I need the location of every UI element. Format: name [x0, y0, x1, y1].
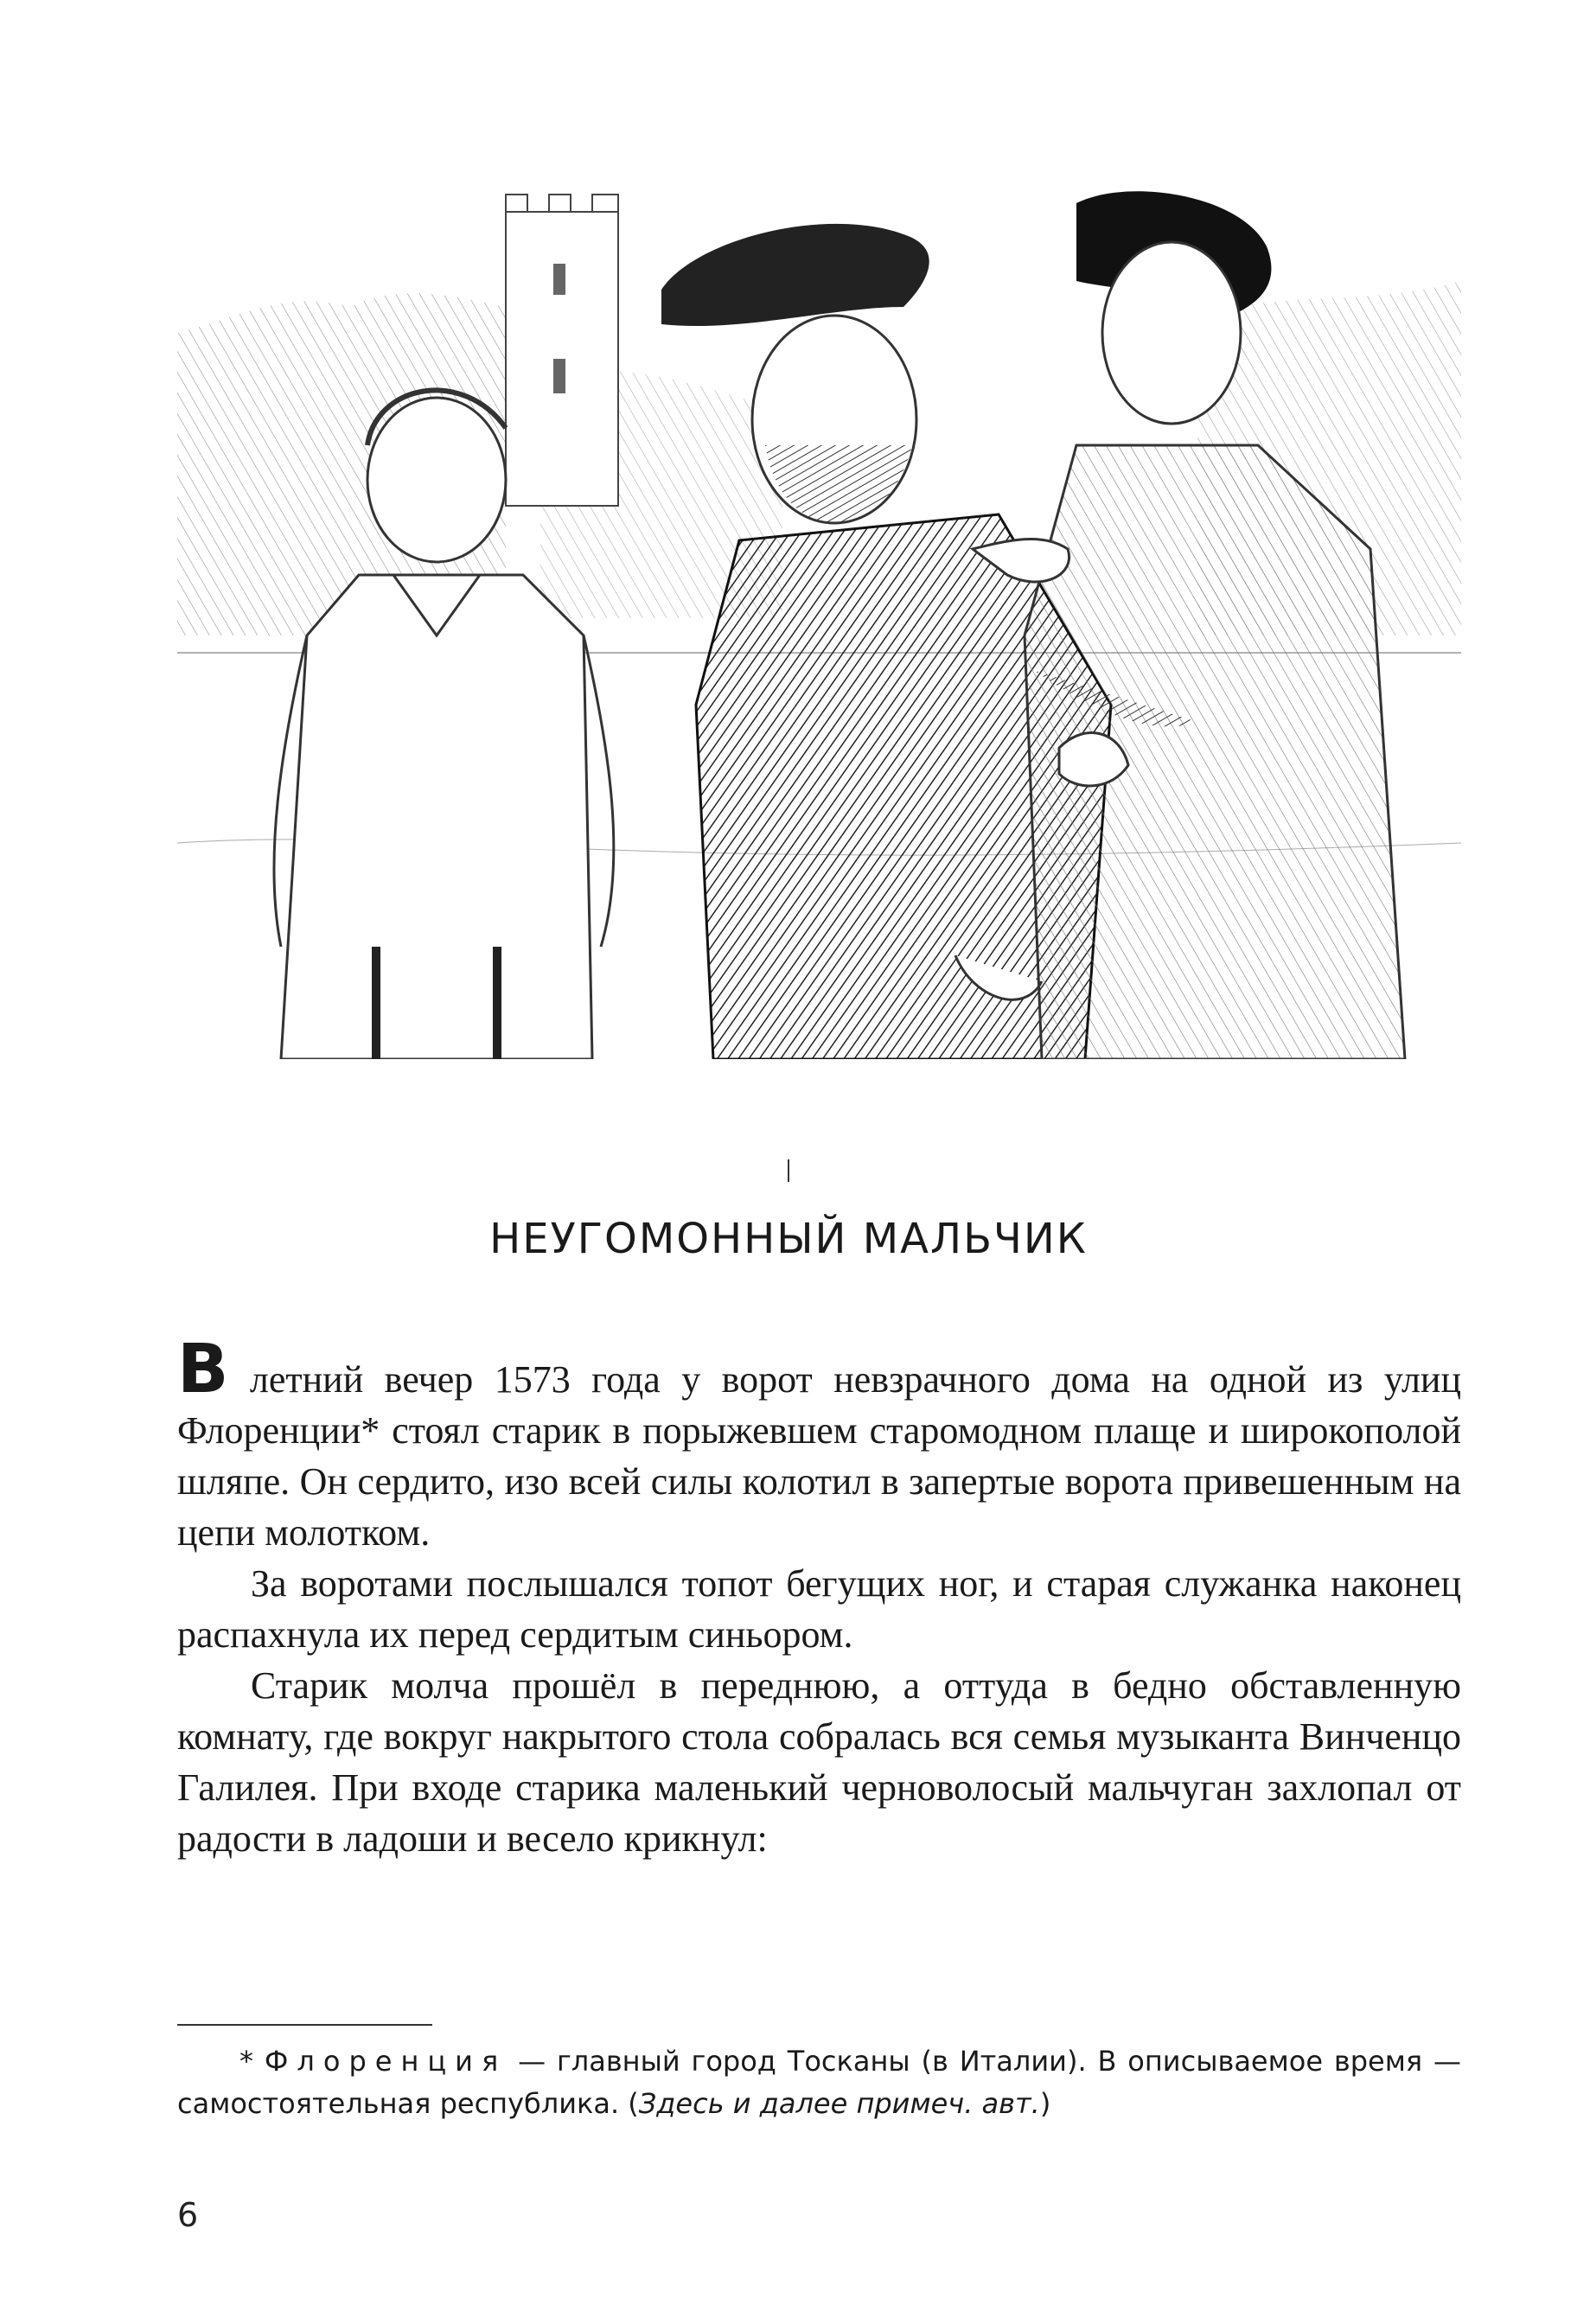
paragraph-3: Старик молча прошёл в переднюю, а оттуда в бедно обставленную комнату, где вокруг накрытого стола собралась вся семья музыканта Винченцо Галилея. При входе старика маленький черноволосый мальчуган захлопал от радости в ладоши и весело крикнул:	[177, 1664, 1461, 1860]
footnote-marker: *	[239, 2045, 265, 2078]
chapter-title: НЕУГОМОННЫЙ МАЛЬЧИК	[489, 1215, 1088, 1263]
footnote-rule	[177, 2024, 432, 2026]
page-number: 6	[177, 2196, 199, 2234]
paragraph-1-text: летний вечер 1573 года у ворот невзрачного дома на одной из улиц Флоренции* стоял старик в порыжевшем старомодном плаще и широкополой шляпе. Он сердито, изо всей силы колотил в запертые ворота привешенным на цепи молотком.	[177, 1358, 1461, 1554]
drop-cap: В	[177, 1331, 229, 1408]
footnote	[177, 2040, 1461, 2125]
paragraph-2: За воротами послышался топот бегущих ног, и старая служанка наконец распахнула их перед сердитым синьором.	[177, 1562, 1461, 1656]
footnote-term: Флоренция	[264, 2045, 508, 2078]
paragraph-1	[177, 1331, 1461, 1558]
footnote-text: — главный город Тосканы (в Италии). В описываемое время — самостоятельная республика. (	[177, 2045, 1462, 2120]
illustration	[177, 186, 1461, 1059]
illustration-drawing	[177, 186, 1461, 1059]
chapter-number: I	[783, 1154, 794, 1190]
body-text	[177, 1331, 1461, 1864]
footnote-note: Здесь и далее примеч. авт.	[638, 2087, 1040, 2120]
footnote-close: )	[1039, 2087, 1051, 2120]
